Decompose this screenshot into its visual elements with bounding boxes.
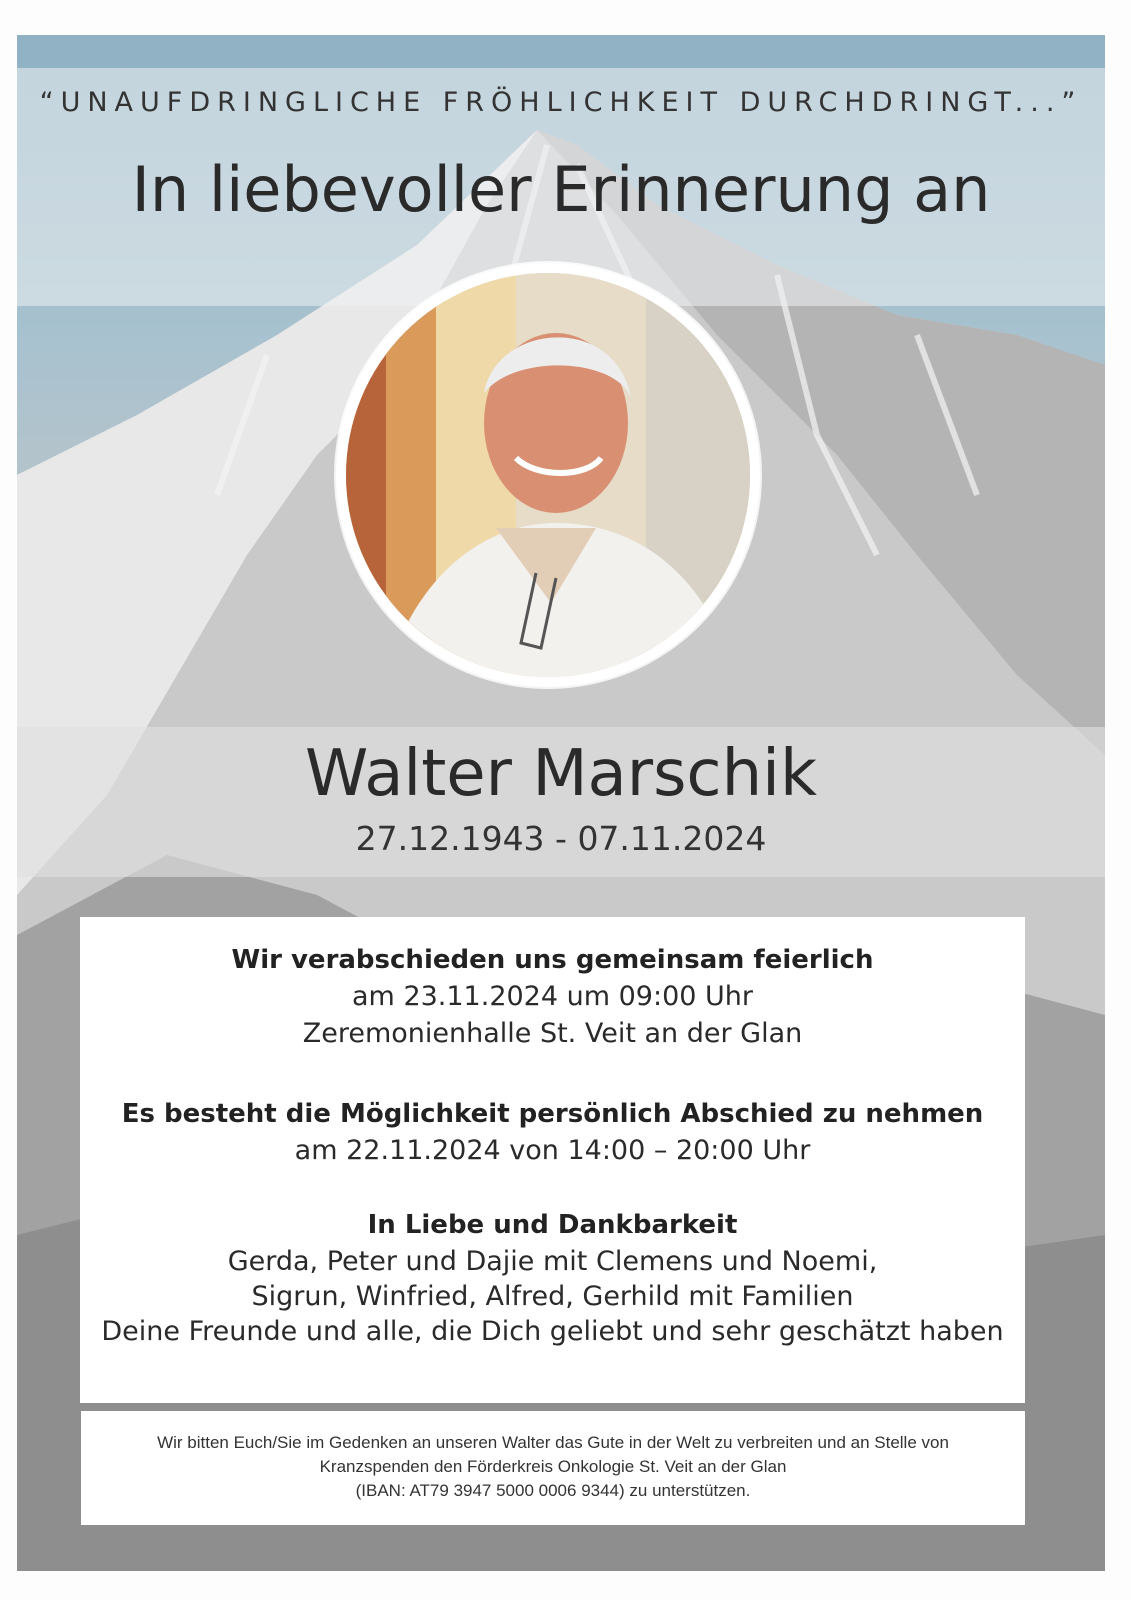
family-heading: In Liebe und Dankbarkeit: [367, 1210, 738, 1240]
header-quote: “UNAUFDRINGLICHE FRÖHLICHKEIT DURCHDRINGT...”: [39, 87, 1083, 118]
farewell-date: am 22.11.2024 von 14:00 – 20:00 Uhr: [294, 1135, 811, 1166]
portrait-frame: [336, 263, 760, 687]
obituary-card: [17, 35, 1105, 1571]
family-line: Sigrun, Winfried, Alfred, Gerhild mit Familien: [251, 1281, 854, 1312]
deceased-name: Walter Marschik: [305, 737, 817, 811]
details-box: [80, 917, 1025, 1403]
family-line: Deine Freunde und alle, die Dich geliebt und sehr geschätzt haben: [101, 1316, 1004, 1347]
farewell-heading: Es besteht die Möglichkeit persönlich Abschied zu nehmen: [121, 1099, 984, 1129]
donation-note: [81, 1411, 1025, 1525]
ceremony-heading: Wir verabschieden uns gemeinsam feierlich: [231, 945, 874, 975]
family-line: Gerda, Peter und Dajie mit Clemens und Noemi,: [227, 1246, 878, 1277]
headline: In liebevoller Erinnerung an: [131, 153, 991, 226]
ceremony-location: Zeremonienhalle St. Veit an der Glan: [302, 1018, 803, 1049]
life-dates: 27.12.1943 - 07.11.2024: [355, 819, 767, 858]
donation-line: Wir bitten Euch/Sie im Gedenken an unseren Walter das Gute in der Welt zu verbreiten und an Stelle von: [157, 1433, 949, 1452]
ceremony-date: am 23.11.2024 um 09:00 Uhr: [352, 981, 753, 1012]
donation-line: Kranzspenden den Förderkreis Onkologie St. Veit an der Glan: [319, 1457, 787, 1476]
donation-line: (IBAN: AT79 3947 5000 0006 9344) zu unterstützen.: [355, 1481, 751, 1500]
portrait-photo: [346, 273, 750, 677]
